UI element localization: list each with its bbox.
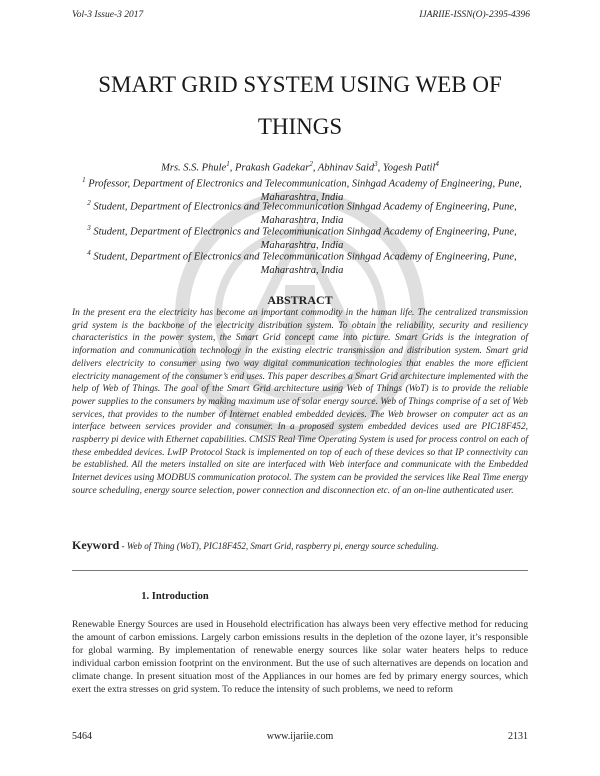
author-2: , Prakash Gadekar: [229, 162, 310, 174]
header-issn: IJARIIE-ISSN(O)-2395-4396: [419, 10, 530, 20]
paper-title-line2: THINGS: [257, 114, 343, 139]
affiliation-1-text: Professor, Department of Electronics and Telecommunication, Sinhgad Academy of Engineering, Pune, Maharashtra, India: [85, 178, 522, 203]
author-4: , Yogesh Patil: [377, 162, 436, 174]
affiliation-4-text: Student, Department of Electronics and Telecommunication Sinhgad Academy of Engineering, Pune, Maharashtra, India: [90, 251, 517, 276]
author-4-sup: 4: [435, 160, 439, 168]
author-1: Mrs. S.S. Phule: [161, 162, 227, 174]
abstract-heading: ABSTRACT: [267, 293, 333, 307]
affiliation-2-text: Student, Department of Electronics and Telecommunication Sinhgad Academy of Engineering, Pune, Maharashtra, India: [90, 201, 517, 226]
author-list: [60, 160, 540, 174]
keyword-line: [72, 538, 528, 553]
abstract-body: In the present era the electricity has become an important commodity in the human life. The centralized transmission grid system is the backbone of the electricity distribution system. To obtain the reliability, security and resiliency characteristics in the power system, the Smart Grid concept came into picture. Smart Grids is the integration of information and communication technology in the existing electric transmission and distribution system. Smart grid delivers electricity to consumer using two way digital communication technologies that enables the more efficient electricity management of the consumer’s end uses. This paper describes a Smart Grid architecture implemented with the help of Web of Things. The goal of the Smart Grid architecture using Web of Things (WoT) is to provide the reliable power supplies to the consumers by making maximum use of solar energy source. Web of Things comprise of a set of Web services, that provides to the number of Internet enabled embedded devices. The Web browser on computer act as an interface between services provider and consumer. In a proposed system embedded devices used are PIC18F452, raspberry pi device with Ethernet capabilities. CMSIS Real Time Operating System is used for process control on each of these embedded devices. LwIP Protocol Stack is implemented on top of each of these devices so that IP connectivity can be established. All the meters installed on site are interfaced with Web interface and communicate with the Embedded Internet devices using MODBUS communication protocol. The system can be provided the services like Real Time energy source scheduling, energy source selection, power connection and disconnection etc. of an on-line authenticated user.: [72, 308, 528, 496]
footer-website-link[interactable]: www.ijariie.com: [266, 731, 334, 742]
author-2-sup: 2: [309, 160, 313, 168]
affiliation-4: [82, 247, 522, 277]
keyword-text: - Web of Thing (WoT), PIC18F452, Smart Grid, raspberry pi, energy source scheduling.: [119, 541, 439, 551]
affiliation-4-sup: 4: [87, 249, 91, 257]
author-1-sup: 1: [226, 160, 230, 168]
affiliation-3-sup: 3: [87, 224, 91, 232]
section-heading-introduction: 1. Introduction: [141, 591, 209, 602]
author-3-sup: 3: [374, 160, 378, 168]
footer-paper-id: 2131: [508, 731, 528, 742]
section-divider: [72, 570, 528, 571]
affiliation-2-sup: 2: [87, 199, 91, 207]
paper-title-line1: SMART GRID SYSTEM USING WEB OF: [98, 72, 502, 97]
footer-page-number: 5464: [72, 731, 92, 742]
affiliation-1-sup: 1: [82, 176, 86, 184]
header-volume: Vol-3 Issue-3 2017: [72, 10, 144, 20]
author-3: , Abhinav Said: [312, 162, 375, 174]
keyword-label: Keyword: [72, 538, 120, 552]
introduction-body: Renewable Energy Sources are used in Household electrification has always been very effective method for reducing the amount of carbon emissions. Largely carbon emissions results in the depletion of the ozone layer, it’s responsible for global warming. By implementation of renewable energy sources like solar water heaters helps to reduce individual carbon emission footprint on the environment. But the use of such alternatives are depends on location and climate change. In present situation most of the Appliances in our homes are fed by primary energy sources, which exert the extra stresses on grid system. To reduce the intensity of such problems, we need to reform: [72, 619, 528, 695]
affiliation-3-text: Student, Department of Electronics and Telecommunication Sinhgad Academy of Engineering, Pune, Maharashtra, India: [90, 226, 517, 251]
